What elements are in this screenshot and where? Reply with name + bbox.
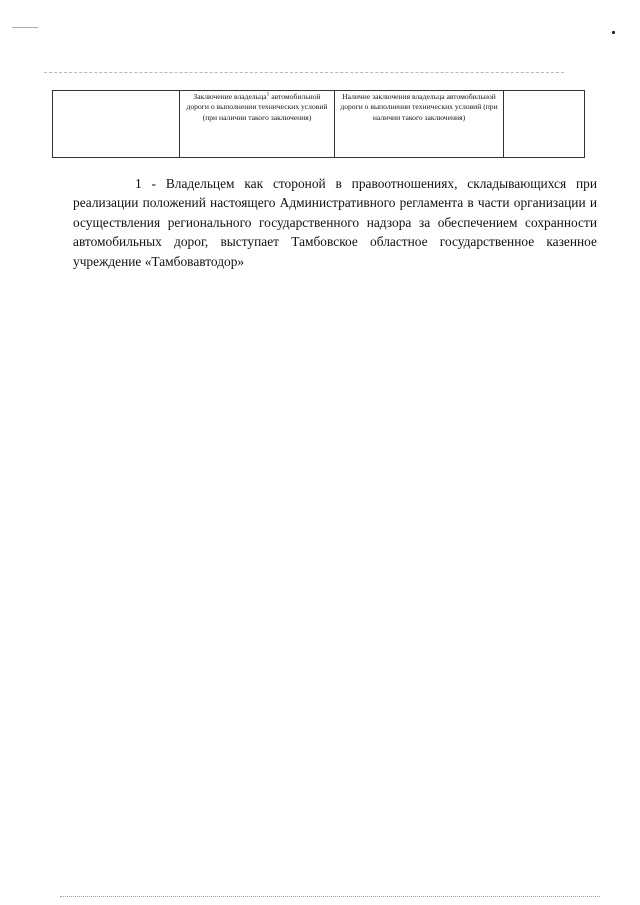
cell-text: Заключение владельца bbox=[193, 92, 267, 101]
table-fragment bbox=[52, 90, 585, 158]
footnote-text: 1 - Владельцем как стороной в правоотношениях, складывающихся при реализации положений настоящего Административного регламента в части организации и осуществления регионального государственного надзора за обеспечением сохранности автомобильных дорог, выступает Тамбовское областное государственное казенное учреждение «Тамбовавтодор» bbox=[73, 176, 597, 269]
table-cell-4 bbox=[504, 91, 585, 158]
table-cell-conclusion-presence: Наличие заключения владельца автомобильной дороги о выполнении технических условий (при наличии такого заключения) bbox=[335, 91, 504, 158]
cut-line-bottom bbox=[60, 896, 600, 897]
footnote-reference: 1 bbox=[266, 91, 270, 98]
table-cell-1 bbox=[53, 91, 180, 158]
scan-artifact-top-left bbox=[12, 27, 38, 28]
scan-artifact-dot bbox=[612, 31, 615, 34]
table-row bbox=[53, 91, 585, 158]
table-cell-owner-conclusion bbox=[180, 91, 335, 158]
cut-line-top bbox=[44, 72, 564, 73]
cell-text-continued: автомобильной дороги о выполнении технических условий (при наличии такого заключения) bbox=[186, 92, 328, 122]
